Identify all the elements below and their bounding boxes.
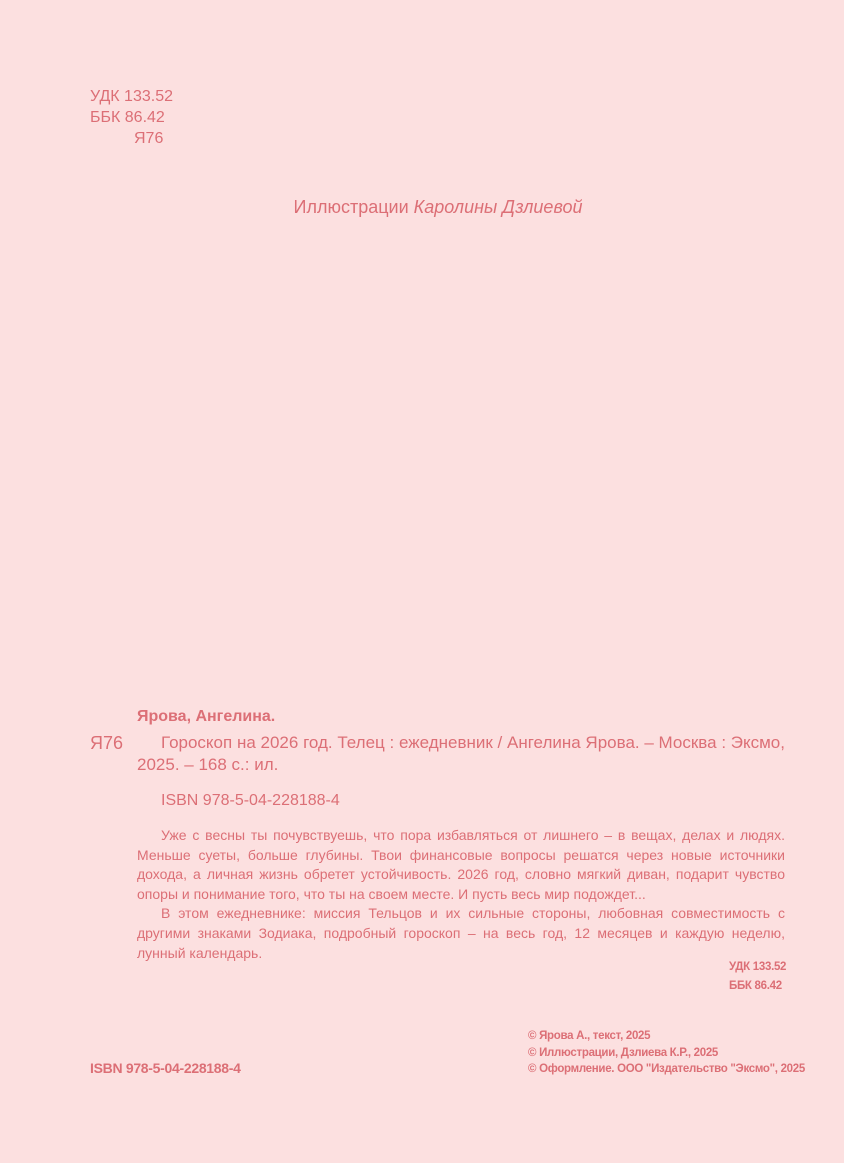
copyright-block (528, 1028, 805, 1078)
illustrations-credit (0, 196, 844, 218)
illustrator-name: Каролины Дзлиевой (413, 197, 583, 217)
isbn-bottom: ISBN 978-5-04-228188-4 (90, 1060, 241, 1076)
bbk-card: ББК 86.42 (729, 980, 782, 992)
author-heading: Ярова, Ангелина. (137, 708, 276, 725)
author-mark-card: Я76 (90, 733, 124, 753)
illustrations-prefix: Иллюстрации (293, 197, 409, 217)
annotation-paragraph: Уже с весны ты почувствуешь, что пора избавляться от лишнего – в вещах, делах и людях. Меньше суеты, больше глубины. Твои финансовые вопросы решатся через новые источники дохода, а личная жизнь обретет устойчивость. 2026 год, словно мягкий диван, подарит чувство опоры и понимание того, что ты на своем месте. И пусть весь мир подождет... (137, 827, 785, 902)
classification-block (90, 86, 173, 149)
bbk-code: ББК 86.42 (90, 109, 165, 126)
udk-code: УДК 133.52 (90, 88, 173, 105)
udk-bbk-card (729, 958, 786, 996)
author-mark-top: Я76 (134, 130, 164, 147)
bibliographic-card (137, 706, 785, 963)
isbn-card: ISBN 978-5-04-228188-4 (161, 792, 340, 809)
copyright-line: © Ярова А., текст, 2025 (528, 1030, 651, 1042)
copyright-line: © Иллюстрации, Дзлиева К.Р., 2025 (528, 1046, 719, 1059)
udk-card: УДК 133.52 (729, 961, 787, 973)
copyright-line: © Оформление. ООО "Издательство "Эксмо", 2025 (528, 1063, 805, 1075)
book-description: Гороскоп на 2026 год. Телец : ежедневник / Ангелина Ярова. – Москва : Эксмо, 2025. – 168 с.: ил. (137, 733, 785, 774)
annotation-paragraph: В этом ежедневнике: миссия Тельцов и их сильные стороны, любовная совместимость с другими знаками Зодиака, подробный гороскоп – на весь год, 12 месяцев и каждую неделю, лунный календарь. (137, 905, 785, 961)
